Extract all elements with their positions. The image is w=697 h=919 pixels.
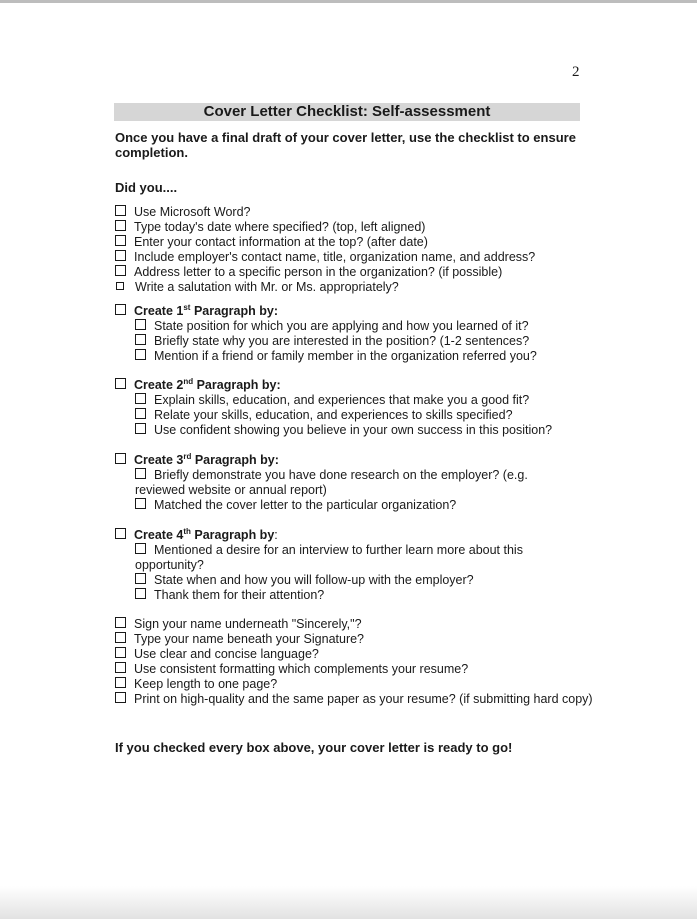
checkbox[interactable]	[115, 378, 126, 389]
checklist-item-text: Use Microsoft Word?	[134, 205, 251, 219]
checkbox[interactable]	[115, 617, 126, 628]
section-heading	[115, 304, 278, 319]
page-bottom-shadow	[0, 886, 697, 919]
closing-text: If you checked every box above, your cover letter is ready to go!	[115, 740, 513, 755]
section-heading-text: Create 2nd Paragraph by:	[134, 377, 281, 392]
checklist-item-text: Address letter to a specific person in the organization? (if possible)	[134, 265, 503, 279]
checklist-item-text: Print on high-quality and the same paper as your resume? (if submitting hard copy)	[134, 692, 593, 706]
checklist-item	[115, 205, 250, 220]
checkbox[interactable]	[115, 632, 126, 643]
checkbox[interactable]	[115, 220, 126, 231]
checkbox[interactable]	[115, 647, 126, 658]
checklist-subitem	[135, 588, 324, 603]
checklist-item	[115, 662, 468, 677]
checkbox[interactable]	[135, 408, 146, 419]
checklist-item-text: Briefly demonstrate you have done research on the employer? (e.g. reviewed website or annual report)	[135, 468, 528, 497]
checkbox[interactable]	[115, 692, 126, 703]
checklist-item-text: Write a salutation with Mr. or Ms. appropriately?	[135, 280, 399, 294]
checkbox[interactable]	[115, 304, 126, 315]
checklist-item-text: Use confident showing you believe in your own success in this position?	[154, 423, 553, 437]
checklist-subitem	[135, 349, 537, 364]
checklist-subitem	[135, 408, 513, 423]
section-heading-text: Create 4th Paragraph by	[134, 527, 275, 542]
checklist-item-text: Type today's date where specified? (top, left aligned)	[134, 220, 426, 234]
checklist-item-text: Matched the cover letter to the particular organization?	[154, 498, 457, 512]
intro-text: Once you have a final draft of your cover letter, use the checklist to ensure completion.	[115, 130, 576, 160]
checkbox[interactable]	[115, 235, 126, 246]
checkbox[interactable]	[135, 468, 146, 479]
checklist-subitem	[135, 573, 474, 588]
checkbox[interactable]	[115, 265, 126, 276]
checklist-item-text: Keep length to one page?	[134, 677, 278, 691]
checklist-subitem	[135, 543, 545, 573]
checkbox[interactable]	[135, 334, 146, 345]
checklist-subitem	[135, 423, 552, 438]
checklist-item-text: Use consistent formatting which complements your resume?	[134, 662, 469, 676]
checklist-subitem	[135, 319, 529, 334]
did-you-label: Did you....	[115, 180, 178, 195]
checklist-item	[115, 265, 502, 280]
section-heading-text: Create 1st Paragraph by:	[134, 303, 278, 318]
page-title: Cover Letter Checklist: Self-assessment	[203, 103, 491, 120]
checklist-item	[115, 235, 428, 250]
checklist-item-text: Explain skills, education, and experiences that make you a good fit?	[154, 393, 530, 407]
checkbox[interactable]	[135, 319, 146, 330]
page-top-edge	[0, 0, 697, 3]
checkbox[interactable]	[115, 205, 126, 216]
checklist-item-text: Sign your name underneath "Sincerely,"?	[134, 617, 362, 631]
checklist-item-text: Mentioned a desire for an interview to further learn more about this opportunity?	[135, 543, 523, 572]
checkbox[interactable]	[116, 282, 124, 290]
checkbox[interactable]	[115, 528, 126, 539]
checklist-item-text: Relate your skills, education, and experiences to skills specified?	[154, 408, 513, 422]
checklist-item	[115, 280, 399, 295]
checklist-subitem	[135, 498, 456, 513]
checkbox[interactable]	[135, 498, 146, 509]
checklist-item	[115, 692, 601, 707]
checklist-item-text: Type your name beneath your Signature?	[134, 632, 365, 646]
checkbox[interactable]	[135, 349, 146, 360]
checklist-item-text: Briefly state why you are interested in the position? (1-2 sentences?	[154, 334, 530, 348]
checkbox[interactable]	[115, 677, 126, 688]
checkbox[interactable]	[115, 453, 126, 464]
section-heading-text: Create 3rd Paragraph by:	[134, 452, 279, 467]
checkbox[interactable]	[135, 393, 146, 404]
checklist-item-text: Enter your contact information at the top? (after date)	[134, 235, 428, 249]
checklist-subitem	[135, 468, 555, 498]
checkbox[interactable]	[135, 423, 146, 434]
section-heading: Create 4th Paragraph by:	[115, 528, 278, 543]
section-heading	[115, 378, 281, 393]
checklist-item	[115, 617, 362, 632]
checkbox[interactable]	[115, 250, 126, 261]
checkbox[interactable]	[135, 573, 146, 584]
checklist-item-text: Mention if a friend or family member in the organization referred you?	[154, 349, 537, 363]
checklist-item	[115, 250, 535, 265]
checklist-item-text: Use clear and concise language?	[134, 647, 319, 661]
page-number: 2	[572, 64, 580, 80]
checkbox[interactable]	[135, 543, 146, 554]
checkbox[interactable]	[135, 588, 146, 599]
checklist-subitem	[135, 334, 529, 349]
checklist-item	[115, 677, 277, 692]
section-heading	[115, 453, 279, 468]
checklist-item-text: Thank them for their attention?	[154, 588, 325, 602]
checklist-item	[115, 647, 319, 662]
checklist-item	[115, 220, 425, 235]
checklist-subitem	[135, 393, 529, 408]
checklist-item-text: State position for which you are applying and how you learned of it?	[154, 319, 529, 333]
checklist-item-text: State when and how you will follow-up with the employer?	[154, 573, 474, 587]
checklist-item-text: Include employer's contact name, title, organization name, and address?	[134, 250, 536, 264]
checklist-item	[115, 632, 364, 647]
checkbox[interactable]	[115, 662, 126, 673]
